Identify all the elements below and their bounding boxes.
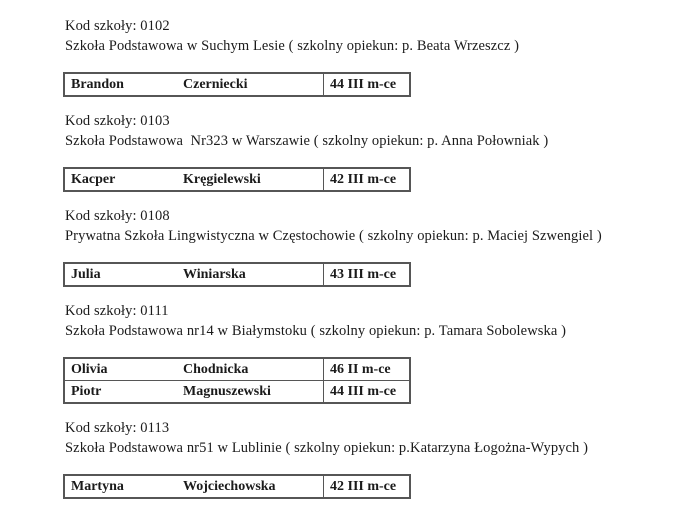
first-name-cell: Brandon [64,73,177,96]
results-table [63,474,411,499]
last-name-cell: Winiarska [177,263,324,286]
results-table-body [64,475,410,498]
result-row [64,381,410,404]
last-name-cell: Chodnicka [177,358,324,381]
first-name-cell: Kacper [64,168,177,191]
school-block [63,301,670,404]
school-code-line: Kod szkoły: 0113 [65,420,170,436]
school-name-line: Szkoła Podstawowa w Suchym Lesie ( szkolny opiekun: p. Beata Wrzeszcz ) [65,38,520,54]
school-name-line: Prywatna Szkoła Lingwistyczna w Częstochowie ( szkolny opiekun: p. Maciej Szwengiel ) [65,228,602,244]
school-code-line: Kod szkoły: 0111 [65,303,169,319]
first-name-cell: Martyna [64,475,177,498]
school-name-line: Szkoła Podstawowa nr51 w Lublinie ( szkolny opiekun: p.Katarzyna Łogożna-Wypych ) [65,440,589,456]
result-cell: 43 III m-ce [324,263,411,286]
last-name-cell: Magnuszewski [177,381,324,404]
school-block [63,206,670,287]
school-code-line: Kod szkoły: 0103 [65,113,170,129]
results-table-body [64,263,410,286]
results-table [63,262,411,287]
result-cell: 46 II m-ce [324,358,411,381]
school-code-line: Kod szkoły: 0102 [65,18,170,34]
result-cell: 44 III m-ce [324,73,411,96]
last-name-cell: Wojciechowska [177,475,324,498]
result-row [64,168,410,191]
result-cell: 44 III m-ce [324,381,411,404]
results-table-body [64,358,410,403]
result-row [64,358,410,381]
results-table [63,72,411,97]
school-block [63,418,670,499]
last-name-cell: Kręgielewski [177,168,324,191]
result-row [64,263,410,286]
school-name-line: Szkoła Podstawowa Nr323 w Warszawie ( szkolny opiekun: p. Anna Połowniak ) [65,133,549,149]
last-name-cell: Czerniecki [177,73,324,96]
results-table [63,167,411,192]
results-table [63,357,411,404]
school-name-line: Szkoła Podstawowa nr14 w Białymstoku ( szkolny opiekun: p. Tamara Sobolewska ) [65,323,567,339]
school-code-line: Kod szkoły: 0108 [65,208,170,224]
result-cell: 42 III m-ce [324,475,411,498]
result-cell: 42 III m-ce [324,168,411,191]
result-row [64,475,410,498]
results-table-body [64,73,410,96]
school-block [63,16,670,97]
first-name-cell: Olivia [64,358,177,381]
first-name-cell: Julia [64,263,177,286]
school-block [63,111,670,192]
results-table-body [64,168,410,191]
first-name-cell: Piotr [64,381,177,404]
result-row [64,73,410,96]
